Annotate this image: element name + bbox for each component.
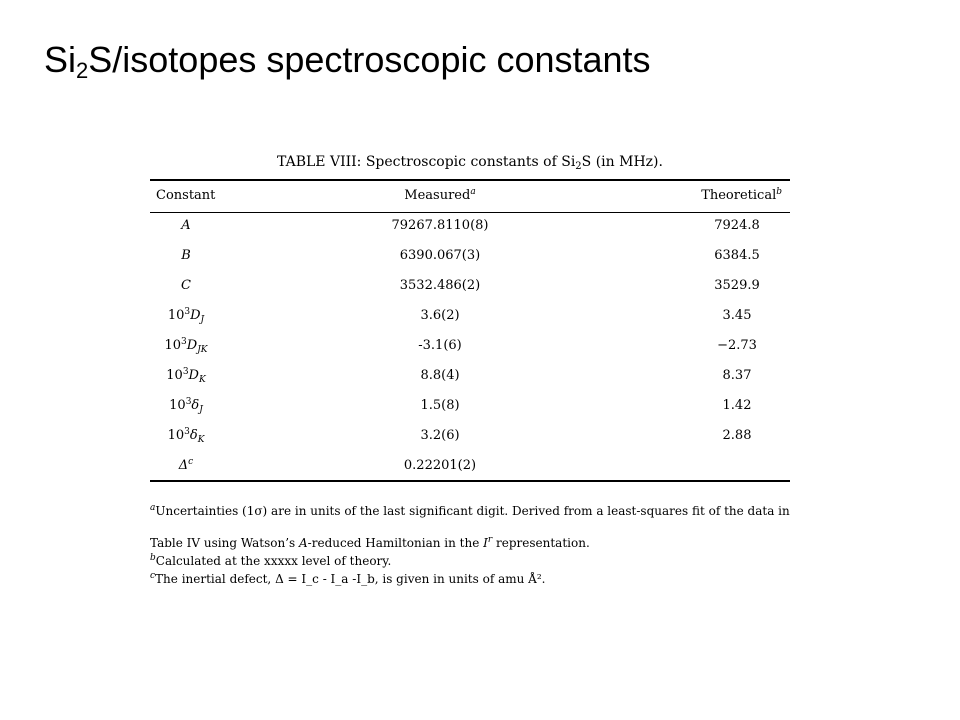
cell-constant — [150, 306, 222, 326]
constant-symbol: Δ — [178, 458, 189, 473]
constant-symbol: D — [188, 368, 199, 383]
constant-symbol: δ — [189, 428, 198, 443]
constant-prefix: 10 — [164, 338, 182, 353]
table-row — [150, 306, 790, 336]
cell-theoretical: 6384.5 — [714, 248, 760, 263]
constant-subscript: J — [200, 315, 205, 325]
footnote-b — [150, 552, 810, 570]
header-measured-mark: a — [470, 187, 476, 197]
table-row — [150, 366, 790, 396]
constant-subscript: JK — [197, 345, 208, 355]
footnote-a-line2-suffix: representation. — [492, 536, 590, 550]
footnote-a-text: Uncertainties (1σ) are in units of the last significant digit. Derived from a least-squares fit of the data in — [155, 504, 790, 518]
header-measured — [340, 186, 540, 206]
header-theoretical-mark: b — [776, 187, 782, 197]
constant-symbol: C — [181, 278, 191, 293]
constant-prefix: 10 — [169, 398, 186, 413]
cell-theoretical: 2.88 — [722, 428, 752, 443]
footnote-a-line2-r: r — [487, 535, 493, 545]
footnote-c-mark: c — [150, 571, 156, 581]
cell-measured: 3.6(2) — [420, 308, 460, 323]
cell-theoretical: 7924.8 — [714, 218, 760, 233]
footnote-b-text: Calculated at the xxxxx level of theory. — [155, 554, 392, 568]
table-footnotes — [150, 502, 810, 588]
constant-exponent: 3 — [181, 337, 187, 347]
constant-exponent: 3 — [184, 307, 191, 317]
cell-measured: 1.5(8) — [420, 398, 460, 413]
constant-subscript: K — [197, 435, 205, 445]
title-prefix: Si — [44, 39, 77, 80]
table-row — [150, 246, 790, 276]
cell-constant — [150, 276, 222, 296]
cell-measured: 79267.8110(8) — [391, 218, 489, 233]
header-theoretical-label: Theoretical — [701, 188, 777, 203]
cell-constant — [150, 336, 222, 356]
constant-symbol: δ — [191, 398, 200, 413]
footnote-c — [150, 570, 810, 588]
table-row — [150, 276, 790, 306]
table-header-row — [150, 186, 790, 210]
cell-constant — [150, 216, 222, 236]
cell-constant — [150, 426, 222, 446]
constant-symbol: B — [181, 248, 191, 263]
constant-prefix: 10 — [166, 368, 183, 383]
constant-prefix: 10 — [167, 308, 185, 323]
footnote-a-line2 — [150, 534, 810, 552]
cell-constant — [150, 456, 222, 476]
table-top-rule — [150, 179, 790, 181]
constant-exponent: 3 — [184, 427, 190, 437]
footnote-c-text: The inertial defect, Δ = I_c - I_a -I_b, is given in units of amu Å². — [155, 572, 546, 586]
footnote-a-line2-mid: -reduced Hamiltonian in the — [307, 536, 484, 550]
cell-measured: 6390.067(3) — [399, 248, 481, 263]
cell-measured: 3532.486(2) — [399, 278, 481, 293]
caption-suffix: S (in MHz). — [581, 154, 663, 170]
constant-symbol: D — [186, 338, 198, 353]
table-row — [150, 426, 790, 456]
title-subscript: 2 — [76, 58, 89, 83]
cell-constant — [150, 396, 222, 416]
constant-symbol: D — [190, 308, 201, 323]
cell-theoretical: 3529.9 — [714, 278, 760, 293]
header-measured-label: Measured — [404, 188, 471, 203]
constant-mark: c — [188, 457, 194, 467]
table-row — [150, 216, 790, 246]
table-bottom-rule — [150, 480, 790, 482]
footnote-a-line2-i: I — [483, 536, 488, 550]
footnote-a-line2-a: A — [299, 536, 308, 550]
constant-subscript: K — [198, 375, 206, 385]
constant-symbol: A — [181, 218, 191, 233]
constant-subscript: J — [199, 405, 203, 415]
cell-measured: 3.2(6) — [420, 428, 460, 443]
cell-measured: 0.22201(2) — [403, 458, 477, 473]
constant-exponent: 3 — [185, 397, 192, 407]
cell-measured: 8.8(4) — [420, 368, 460, 383]
cell-theoretical: 1.42 — [722, 398, 752, 413]
constant-prefix: 10 — [167, 428, 185, 443]
header-theoretical — [670, 186, 782, 206]
cell-constant — [150, 246, 222, 266]
table-row — [150, 396, 790, 426]
slide-title — [44, 34, 651, 86]
cell-constant — [150, 366, 222, 386]
cell-theoretical: 8.37 — [722, 368, 752, 383]
footnote-a-line2-prefix: Table IV using Watson’s — [150, 536, 299, 550]
constant-exponent: 3 — [182, 367, 189, 377]
table-header-rule — [150, 212, 790, 213]
table-row — [150, 336, 790, 366]
table-caption — [150, 152, 790, 172]
cell-measured: -3.1(6) — [418, 338, 462, 353]
footnote-a-line1 — [150, 502, 810, 520]
footnote-a-mark: a — [150, 503, 156, 513]
header-constant: Constant — [156, 188, 216, 203]
footnote-b-mark: b — [150, 553, 156, 563]
cell-theoretical: 3.45 — [722, 308, 752, 323]
title-suffix: S/isotopes spectroscopic constants — [88, 39, 651, 80]
caption-prefix: TABLE VIII: Spectroscopic constants of Si — [277, 154, 576, 170]
cell-theoretical: −2.73 — [717, 338, 757, 353]
caption-subscript: 2 — [575, 161, 582, 172]
